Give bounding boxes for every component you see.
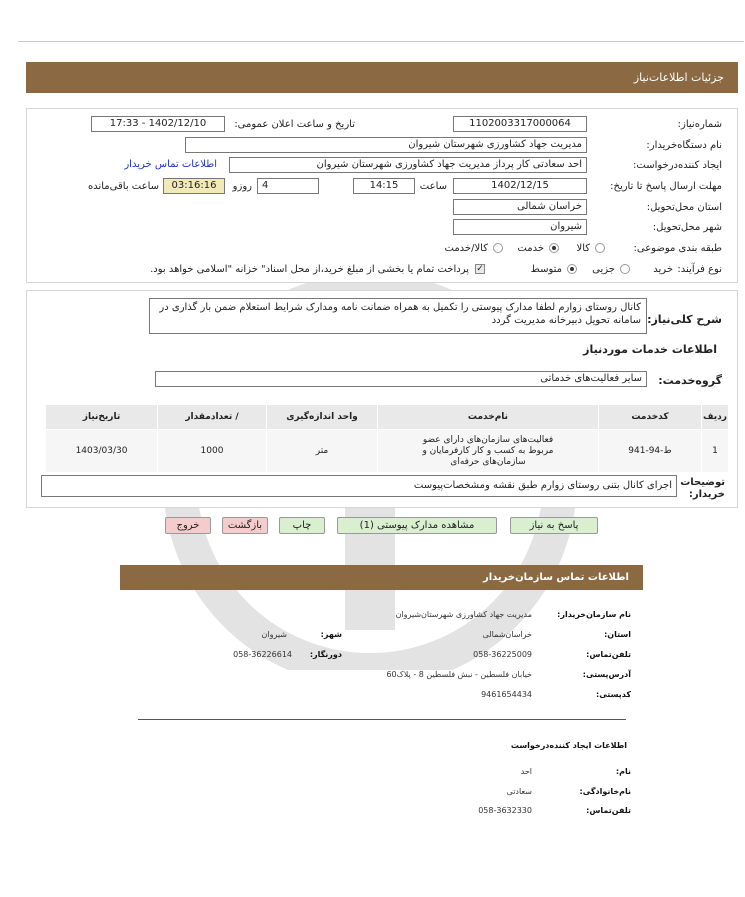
creator-phone-label: تلفن‌تماس: [586,806,631,815]
category-option-goods: کالا [576,243,590,254]
treasury-checkbox[interactable]: ✓ [476,264,484,274]
category-radio-service[interactable] [549,243,559,253]
contact-address-value: خیابان فلسطین - نبش فلسطین 8 - پلاک60 [386,670,532,679]
attachments-button[interactable]: مشاهده مدارک پیوستی (1) [337,517,497,534]
services-table [45,404,729,473]
buyer-org-label: نام دستگاه‌خریدار: [646,140,722,151]
deadline-time-field: 14:15 [353,178,415,194]
process-radio-minor[interactable] [620,264,630,274]
col-row: ردیف [702,405,729,430]
category-option-goods-service: کالا/خدمت [444,243,488,254]
contact-province-value: خراسان‌شمالی [482,630,532,639]
creator-name-label: نام: [615,767,631,776]
contact-fax-value: 058-36226614 [233,650,292,659]
cell-date: 1403/03/30 [46,430,158,473]
buyer-contact-link[interactable]: اطلاعات تماس خریدار [124,159,217,170]
process-label: نوع فرآیند: [677,264,722,275]
creator-family-value: سعادتی [506,787,532,796]
contact-phone-label: تلفن‌تماس: [586,650,631,659]
creator-name-value: احد [520,767,532,776]
table-header-row [46,405,729,430]
contact-city-label: شهر: [320,630,342,639]
need-number-field: 1102003317000064 [453,116,587,132]
city-field: شیروان [453,219,587,235]
col-quantity: / تعدادمقدار [158,405,267,430]
creator-field: احد سعادتی کار پرداز مدیریت جهاد کشاورزی شهرستان شیروان [229,157,587,173]
process-option-minor: جزیی [592,264,615,275]
contact-fax-label: دورنگار: [309,650,342,659]
creator-phone-value: 058-3632330 [478,806,532,815]
category-radio-goods[interactable] [595,243,605,253]
cell-row: 1 [702,430,729,473]
category-label: طبقه بندی موضوعی: [633,243,722,254]
contact-org-value: مدیریت جهاد کشاورزی شهرستان‌شیروان [395,610,532,619]
col-unit: واحد اندازه‌گیری [267,405,378,430]
need-details-panel [26,290,738,508]
contact-postal-label: کد‌پستی: [596,690,631,699]
days-label: روزو [232,181,252,192]
contact-address-label: آدرس‌پستی: [582,670,631,679]
category-radio-goods-service[interactable] [493,243,503,253]
need-info-panel [26,108,738,283]
breadcrumb: جزئیات اطلاعات‌نیاز [633,71,724,84]
city-label: شهر محل‌تحویل: [652,222,722,233]
buyer-notes-field: اجرای کانال بتنی روستای زوارم طبق نقشه ومشخصات‌پیوست [41,475,677,497]
cell-name: فعالیت‌های سازمان‌های دارای عضو مربوط به کسب و کار کارفرمایان و سازمان‌های حرفه‌ای [378,430,599,473]
col-name: نام‌خدمت [378,405,599,430]
exit-button[interactable]: خروج [165,517,211,534]
creator-info-title: اطلاعات ایجاد کننده‌درخواست [510,741,627,750]
announce-label: تاریخ و ساعت اعلان عمومی: [234,119,355,130]
hour-label: ساعت [419,181,447,192]
remaining-time-field: 03:16:16 [163,178,225,194]
province-field: خراسان شمالی [453,199,587,215]
province-label: استان محل‌تحویل: [646,202,722,213]
cell-quantity: 1000 [158,430,267,473]
days-field: 4 [257,178,319,194]
col-date: تاریخ‌نیاز [46,405,158,430]
col-code: کدخدمت [599,405,702,430]
process-option-medium: متوسط [530,264,562,275]
remaining-label: ساعت باقی‌مانده [87,181,159,192]
print-button[interactable]: چاپ [279,517,325,534]
cell-unit: متر [267,430,378,473]
contact-city-value: شیروان [261,630,287,639]
contact-header: اطلاعات تماس سازمان‌خریدار [120,565,643,590]
process-option-purchase: خرید [653,264,673,275]
deadline-date-field: 1402/12/15 [453,178,587,194]
cell-code: ط-94-941 [599,430,702,473]
creator-family-label: نام‌خانوادگی: [579,787,631,796]
page-header [26,62,738,93]
description-label: شرح کلی‌نیاز: [647,313,722,326]
deadline-label: مهلت ارسال پاسخ تا تاریخ: [610,181,722,192]
description-field: کانال روستای زوارم لطفا مدارک پیوستی را تکمیل به همراه ضمانت نامه ومدارک شرایط استعلام ضمن بار گذاری در سامانه تحویل دبیرخانه مدیریت گردد [149,298,647,334]
service-group-label: گروه‌خدمت: [658,374,722,387]
service-group-field: سایر فعالیت‌های خدماتی [155,371,647,387]
contact-org-label: نام سازمان‌خریدار: [557,610,631,619]
back-button[interactable]: بازگشت [222,517,268,534]
services-title: اطلاعات خدمات موردنیاز [583,343,717,356]
top-divider [18,41,744,42]
buyer-org-field: مدیریت جهاد کشاورزی شهرستان شیروان [185,137,587,153]
payment-note: پرداخت تمام یا بخشی از مبلغ خرید،از محل اسناد" خزانه "اسلامی خواهد بود. [150,264,469,275]
process-radio-medium[interactable] [567,264,577,274]
creator-label: ایجاد کننده‌درخواست: [633,160,722,171]
need-number-label: شماره‌نیاز: [677,119,722,130]
reply-button[interactable]: پاسخ به نیاز [510,517,598,534]
contact-divider [138,719,626,720]
contact-postal-value: 9461654434 [481,690,532,699]
buyer-notes-label: توضیحات خریدار: [680,477,725,500]
table-row [46,430,729,473]
category-option-service: خدمت [517,243,544,254]
announce-field: 1402/12/10 - 17:33 [91,116,225,132]
contact-phone-value: 058-36225009 [473,650,532,659]
contact-province-label: استان: [604,630,631,639]
